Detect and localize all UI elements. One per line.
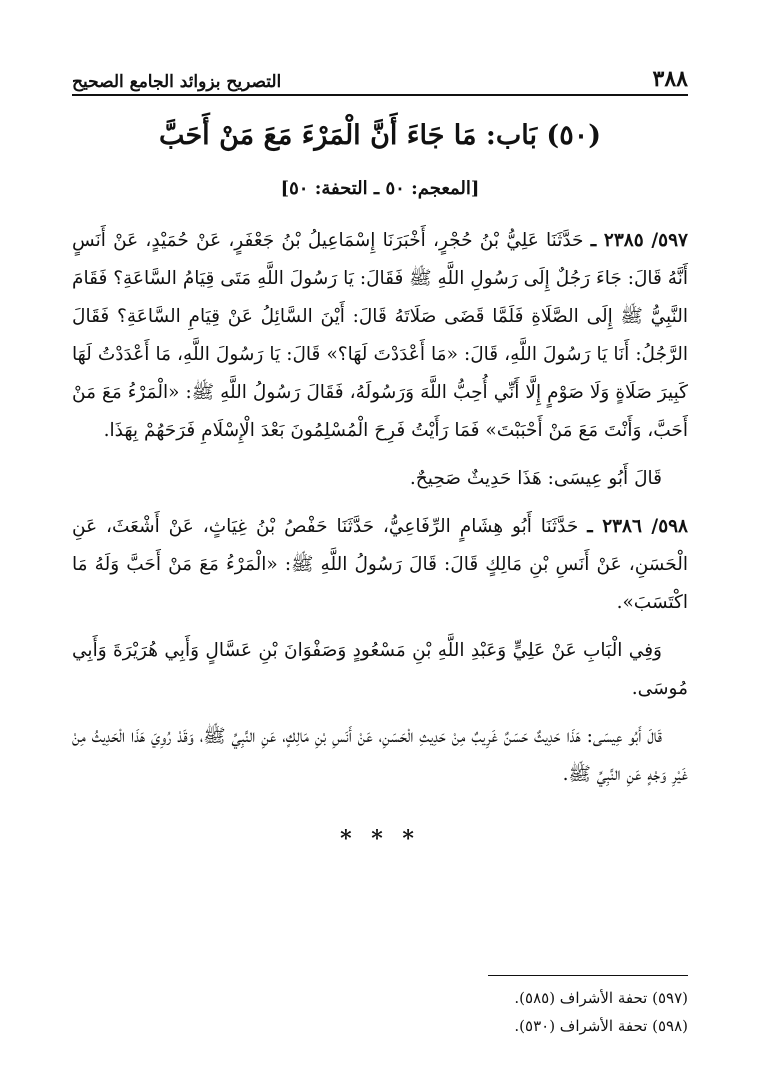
hadith-number: ٥٩٨/ ٢٣٨٦ ـ [587, 516, 688, 537]
grading-note: قَالَ أَبُو عِيسَى: هَذَا حَدِيثٌ حَسَنٌ غَرِيبٌ مِنْ حَدِيثِ الْحَسَنِ، عَنْ أَنَسِ بْنِ مَالِكٍ، عَنِ النَّبِيِّ ﷺ، وَقَدْ رُوِيَ هَذَا الْحَدِيثُ مِنْ غَيْرِ وَجْهٍ عَنِ النَّبِيِّ ﷺ. [72, 726, 688, 785]
footnote: (٥٩٨) تحفة الأشراف (٥٣٠). [514, 1017, 688, 1035]
footnote: (٥٩٧) تحفة الأشراف (٥٨٥). [514, 989, 688, 1007]
footnote-divider [488, 975, 688, 976]
chapter-reference: [المعجم: ٥٠ ـ التحفة: ٥٠] [280, 178, 480, 199]
chapter-title: (٥٠) بَاب: مَا جَاءَ أَنَّ الْمَرْءَ مَعَ مَنْ أَحَبَّ [158, 120, 601, 151]
page-number: ٣٨٨ [652, 66, 688, 92]
footnotes [72, 984, 688, 1040]
hadith-text: حَدَّثَنَا أَبُو هِشَامٍ الرِّفَاعِيُّ، حَدَّثَنَا حَفْصُ بْنُ غِيَاثٍ، عَنْ أَشْعَثَ، عَنِ الْحَسَنِ، عَنْ أَنَسِ بْنِ مَالِكٍ قَالَ: قَالَ رَسُولُ اللَّهِ ﷺ: «الْمَرْءُ مَعَ مَنْ أَحَبَّ وَلَهُ مَا اكْتَسَبَ». [72, 516, 688, 613]
hadith-text: حَدَّثَنَا عَلِيُّ بْنُ حُجْرٍ، أَخْبَرَنَا إِسْمَاعِيلُ بْنُ جَعْفَرٍ، عَنْ حُمَيْدٍ، عَنْ أَنَسٍ أَنَّهُ قَالَ: جَاءَ رَجُلٌ إِلَى رَسُولِ اللَّهِ ﷺ فَقَالَ: يَا رَسُولَ اللَّهِ مَتَى قِيَامُ السَّاعَةِ؟ فَقَامَ النَّبِيُّ ﷺ إِلَى الصَّلَاةِ فَلَمَّا قَضَى صَلَاتَهُ قَالَ: أَيْنَ السَّائِلُ عَنْ قِيَامِ السَّاعَةِ؟ فَقَالَ الرَّجُلُ: أَنَا يَا رَسُولَ اللَّهِ، قَالَ: «مَا أَعْدَدْتَ لَهَا؟» قَالَ: يَا رَسُولَ اللَّهِ، مَا أَعْدَدْتُ لَهَا كَبِيرَ صَلَاةٍ وَلَا صَوْمٍ إِلَّا أَنِّي أُحِبُّ اللَّهَ وَرَسُولَهُ، فَقَالَ رَسُولُ اللَّهِ ﷺ: «الْمَرْءُ مَعَ مَنْ أَحَبَّ، وَأَنْتَ مَعَ مَنْ أَحْبَبْتَ» فَمَا رَأَيْتُ فَرِحَ الْمُسْلِمُونَ بَعْدَ الْإِسْلَامِ فَرَحَهُمْ بِهَذَا. [72, 230, 688, 441]
in-the-chapter-note: وَفِي الْبَابِ عَنْ عَلِيٍّ وَعَبْدِ اللَّهِ بْنِ مَسْعُودٍ وَصَفْوَانَ بْنِ عَسَّالٍ وَأَبِي هُرَيْرَةَ وَأَبِي مُوسَى. [72, 640, 688, 699]
hadith-number: ٥٩٧/ ٢٣٨٥ ـ [590, 230, 688, 251]
running-title: التصريح بزوائد الجامع الصحيح [72, 72, 282, 92]
hadith-598 [72, 508, 688, 622]
section-separator: * * * [340, 826, 420, 852]
hadith-597 [72, 222, 688, 450]
body-text [72, 222, 688, 804]
grading-note: قَالَ أَبُو عِيسَى: هَذَا حَدِيثٌ صَحِيحٌ. [409, 468, 662, 489]
running-header [72, 56, 688, 96]
